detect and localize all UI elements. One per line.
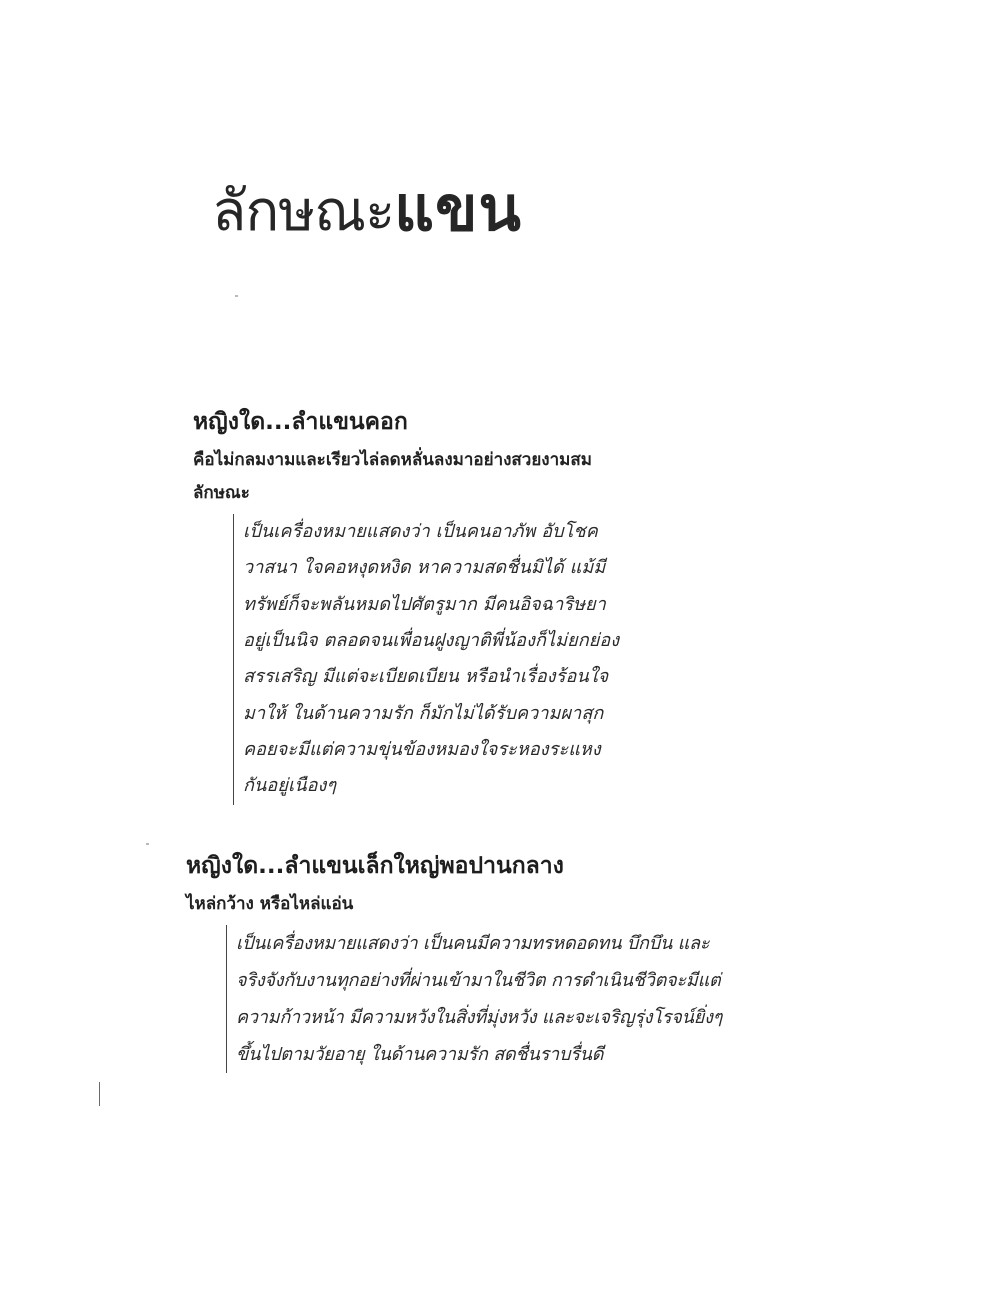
section-heading: หญิงใด...ลำแขนคอก <box>193 409 408 435</box>
section-body <box>226 925 786 1073</box>
scan-speck <box>146 843 149 845</box>
body-line: สรรเสริญ มีแต่จะเบียดเบียน หรือนำเรื่องร้อนใจ <box>243 666 609 688</box>
margin-scan-mark <box>99 1082 100 1106</box>
body-line: ความก้าวหน้า มีความหวังในสิ่งที่มุ่งหวัง และจะเจริญรุ่งโรจน์ยิ่งๆ <box>236 1007 723 1029</box>
body-line: กันอยู่เนืองๆ <box>243 775 337 797</box>
body-line: อยู่เป็นนิจ ตลอดจนเพื่อนฝูงญาติพี่น้องก็ไม่ยกย่อง <box>243 630 620 652</box>
page-title <box>212 172 522 245</box>
body-line: ขึ้นไปตามวัยอายุ ในด้านความรัก สดชื่นราบรื่นดี <box>236 1044 604 1066</box>
body-line: จริงจังกับงานทุกอย่างที่ผ่านเข้ามาในชีวิต การดำเนินชีวิตจะมีแต่ <box>236 970 721 992</box>
section-arm-medium <box>186 852 786 1073</box>
body-line: มาให้ ในด้านความรัก ก็มักไม่ได้รับความผาสุก <box>243 702 604 724</box>
section-subheading: คือไม่กลมงามและเรียวไล่ลดหลั่นลงมาอย่างสวยงามสมลักษณะ <box>193 449 592 504</box>
body-line: เป็นเครื่องหมายแสดงว่า เป็นคนอาภัพ อับโชค <box>243 521 598 543</box>
section-heading: หญิงใด...ลำแขนเล็กใหญ่พอปานกลาง <box>186 853 564 879</box>
section-subheading: ไหล่กว้าง หรือไหล่แอ่น <box>186 893 354 914</box>
body-line: ทรัพย์ก็จะพลันหมดไปศัตรูมาก มีคนอิจฉาริษยา <box>243 593 606 615</box>
scan-speck <box>235 295 238 297</box>
body-line: วาสนา ใจคอหงุดหงิด หาความสดชื่นมิได้ แม้มี <box>243 557 606 579</box>
body-line: เป็นเครื่องหมายแสดงว่า เป็นคนมีความทรหดอดทน บึกบึน และ <box>236 933 710 955</box>
section-arm-bent <box>193 408 643 805</box>
page-title-bold: แขน <box>394 172 522 245</box>
section-body <box>233 514 643 804</box>
page-title-light: ลักษณะ <box>212 179 395 244</box>
body-line: คอยจะมีแต่ความขุ่นข้องหมองใจระหองระแหง <box>243 738 601 760</box>
